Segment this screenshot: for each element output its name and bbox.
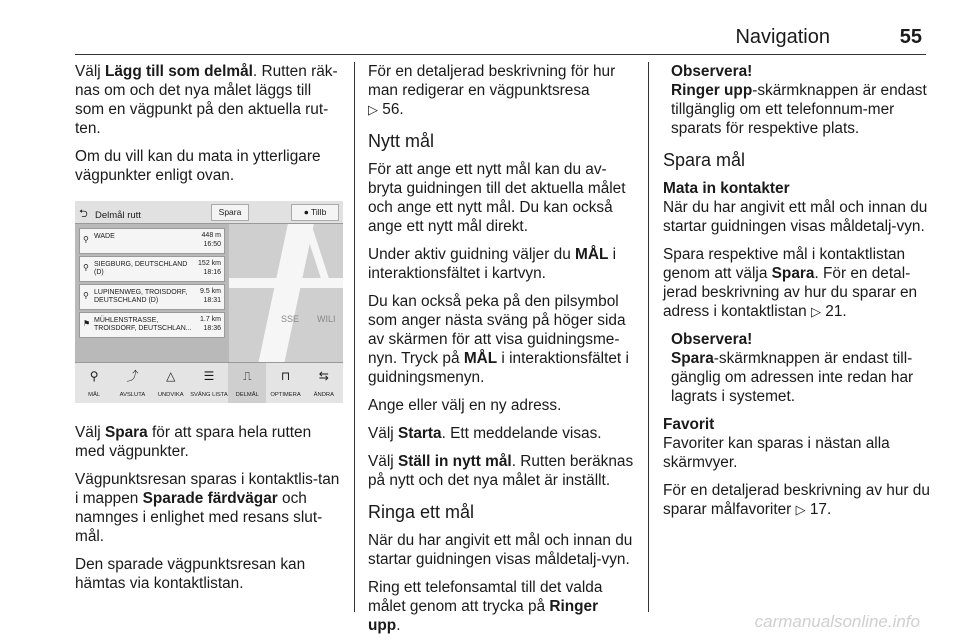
screen-title: Delmål rutt xyxy=(95,210,141,221)
paragraph: Välj Starta. Ett meddelande visas. xyxy=(368,425,602,442)
paragraph: Om du vill kan du mata in ytterligare vägpunkter enligt ovan. xyxy=(75,148,321,184)
paragraph: Välj Lägg till som delmål. Rutten räk-nas om och det nya målet läggs till som en vägpunkt på den aktuella rut-ten. xyxy=(75,63,338,137)
paragraph: Spara respektive mål i kontaktlistan genom att välja Spara. För en detal-jerad beskrivning av hur du sparar en adress i kontaktlistan ▷ 21. xyxy=(663,246,918,320)
change-icon: ⇆ xyxy=(318,369,329,383)
watermark: carmanualsonline.info xyxy=(754,612,920,631)
paragraph: Ring ett telefonsamtal till det valda målet genom att trycka på Ringer upp. xyxy=(368,579,603,634)
list-item[interactable]: ⚲ SIEGBURG, DEUTSCHLAND (D) 152 km 18:16 xyxy=(79,256,225,282)
screen-topbar xyxy=(75,201,343,224)
map-label: WILI xyxy=(317,314,336,324)
avoid-icon: △ xyxy=(166,369,176,383)
pin-icon: ⚲ xyxy=(83,263,89,272)
heading-ringa-ett-mal: Ringa ett mål xyxy=(368,502,475,522)
waypoint-list xyxy=(79,228,225,340)
waypoint-icon: ⎍ xyxy=(243,369,252,383)
waypoint-button[interactable]: ⎍ DELMÅL xyxy=(228,363,266,403)
paragraph: För en detaljerad beskrivning av hur du sparar målfavoriter ▷ 17. xyxy=(663,482,930,518)
list-item[interactable]: ⚑ MÜHLENSTRASSE, TROISDORF, DEUTSCHLAN... 1.7 km 18:36 xyxy=(79,312,225,338)
back-arrow-icon[interactable]: ⮌ xyxy=(79,208,88,220)
pin-icon: ⚲ xyxy=(83,291,89,300)
search-icon: ⚲ xyxy=(89,369,99,383)
flag-icon: ⚑ xyxy=(83,319,91,328)
paragraph: För en detaljerad beskrivning för hur man redigerar en vägpunktsresa ▷ 56. xyxy=(368,63,616,118)
column-divider xyxy=(648,62,649,612)
heading-nytt-mal: Nytt mål xyxy=(368,131,435,151)
column-1 xyxy=(75,62,343,602)
paragraph: Den sparade vägpunktsresan kan hämtas via kontaktlistan. xyxy=(75,556,306,592)
note-box: Observera! Ringer upp-skärmknappen är endast tillgänglig om ett telefonnum-mer sparats för respektive plats. xyxy=(671,63,927,137)
reference-arrow-icon: ▷ xyxy=(368,102,378,117)
route-icon: ⤴ xyxy=(126,369,139,383)
paragraph: Under aktiv guidning väljer du MÅL i interaktionsfältet i kartvyn. xyxy=(368,246,617,282)
paragraph: Välj Ställ in nytt mål. Rutten beräknas på nytt och det nya målet är inställt. xyxy=(368,453,634,489)
map-label: SSE xyxy=(281,314,300,324)
save-button[interactable]: Spara xyxy=(211,204,249,221)
avoid-button[interactable]: △ UNDVIKA xyxy=(152,363,190,403)
map-view[interactable] xyxy=(229,224,343,364)
paragraph: När du har angivit ett mål och innan du startar guidningen visas måldetalj-vyn. xyxy=(663,199,928,235)
turn-list-icon: ☰ xyxy=(203,369,215,383)
change-button[interactable]: ⇆ ÄNDRA xyxy=(305,363,343,403)
paragraph: Ange eller välj en ny adress. xyxy=(368,397,562,414)
subheading-favorit: Favorit xyxy=(663,416,715,433)
page-header xyxy=(75,26,926,55)
interaction-bar xyxy=(75,362,343,403)
heading-spara-mal: Spara mål xyxy=(663,150,746,170)
list-item[interactable]: ⚲ WADE 448 m 16:50 xyxy=(79,228,225,254)
column-3 xyxy=(663,62,931,528)
paragraph: För att ange ett nytt mål kan du av-bryta guidningen till det aktuella målet och ange ett nytt mål. Du kan också ange ett nytt mål direkt. xyxy=(368,161,626,235)
reference-arrow-icon: ▷ xyxy=(811,304,821,319)
paragraph: Favoriter kan sparas i nästan alla skärmvyer. xyxy=(663,435,890,471)
paragraph: Du kan också peka på den pilsymbol som anger nästa sväng på höger sida av skärmen för att visa guidningsme-nyn. Tryck på MÅL i interaktionsfältet i guidningsmenyn. xyxy=(368,293,629,386)
optimize-button[interactable]: ⊓ OPTIMERA xyxy=(266,363,304,403)
paragraph: Välj Spara för att spara hela rutten med vägpunkter. xyxy=(75,424,312,460)
subheading-mata-in-kontakter: Mata in kontakter xyxy=(663,180,790,197)
destination-button[interactable]: ⚲ MÅL xyxy=(75,363,113,403)
paragraph: När du har angivit ett mål och innan du startar guidningen visas måldetalj-vyn. xyxy=(368,532,633,568)
end-button[interactable]: ⤴ AVSLUTA xyxy=(113,363,151,403)
back-button[interactable]: ● Tillb xyxy=(291,204,339,221)
screen-figure xyxy=(75,201,343,403)
list-item[interactable]: ⚲ LUPINENWEG, TROISDORF, DEUTSCHLAND (D) 9.5 km 18:31 xyxy=(79,284,225,310)
note-box: Observera! Spara-skärmknappen är endast till-gänglig om adressen inte redan har lagrats i systemet. xyxy=(671,331,914,405)
section-title: Navigation xyxy=(735,26,830,48)
paragraph: Vägpunktsresan sparas i kontaktlis-tan i mappen Sparade färdvägar och namnges i enlighet med resans slut-mål. xyxy=(75,471,340,545)
pin-icon: ⚲ xyxy=(83,235,89,244)
reference-arrow-icon: ▷ xyxy=(795,502,806,517)
optimize-icon: ⊓ xyxy=(280,369,291,383)
column-2 xyxy=(368,62,634,644)
turn-list-button[interactable]: ☰ SVÄNG LISTA xyxy=(190,369,228,398)
column-divider xyxy=(354,62,355,612)
page-number: 55 xyxy=(899,26,922,48)
map-road xyxy=(258,224,314,364)
